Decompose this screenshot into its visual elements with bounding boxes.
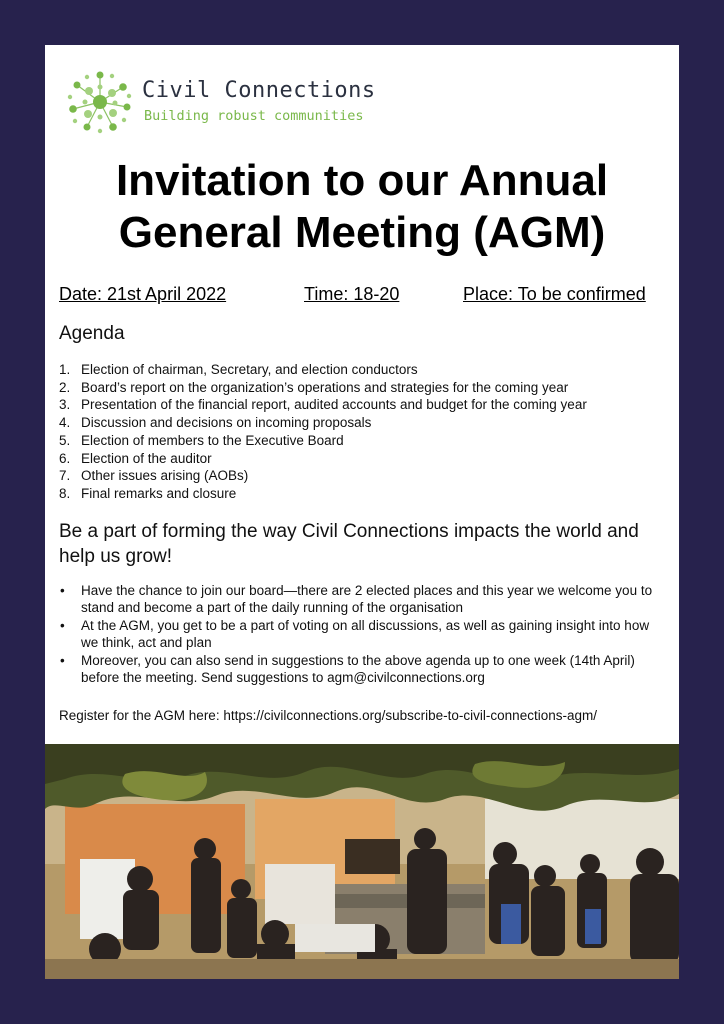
meeting-photo xyxy=(45,744,679,979)
benefits-list xyxy=(59,582,667,686)
agenda-heading: Agenda xyxy=(59,323,125,344)
agenda-item: 2. Board’s report on the organization’s operations and strategies for the coming year xyxy=(59,379,569,395)
flyer-sheet xyxy=(45,45,679,979)
agenda-item: 1. Election of chairman, Secretary, and election conductors xyxy=(59,362,418,377)
brand-tagline: Building robust communities xyxy=(144,108,364,124)
meeting-place: Place: To be confirmed xyxy=(463,284,646,304)
callout-text: Be a part of forming the way Civil Connections impacts the world and help us grow! xyxy=(59,521,639,567)
agenda-item: 3. Presentation of the financial report, audited accounts and budget for the coming year xyxy=(59,397,587,413)
agenda-item: 8. Final remarks and closure xyxy=(59,485,237,501)
civil-connections-logo xyxy=(65,67,135,137)
title-line-1: Invitation to our Annual xyxy=(115,156,609,205)
meeting-date: Date: 21st April 2022 xyxy=(59,284,227,304)
agenda-item: 7. Other issues arising (AOBs) xyxy=(59,468,249,484)
benefit-item: • Have the chance to join our board—there are 2 elected places and this year we welcome you to stand and become a part of the daily running of the organisation xyxy=(59,582,667,617)
benefit-item: • At the AGM, you get to be a part of voting on all discussions, as well as gaining insight into how we think, act and plan xyxy=(59,617,667,652)
agenda-item: 4. Discussion and decisions on incoming proposals xyxy=(59,415,372,431)
page-title xyxy=(45,155,679,259)
agenda-list xyxy=(59,361,587,503)
meeting-time: Time: 18-20 xyxy=(304,284,400,304)
agenda-item: 6. Election of the auditor xyxy=(59,450,212,466)
benefit-item: • Moreover, you can also send in suggestions to the above agenda up to one week (14th April) before the meeting. Send suggestions to agm@civilconnections.org xyxy=(59,652,667,687)
register-link-text: Register for the AGM here: https://civilconnections.org/subscribe-to-civil-connections-agm/ xyxy=(59,708,597,723)
agenda-item: 5. Election of members to the Executive Board xyxy=(59,432,344,448)
title-line-2: General Meeting (AGM) xyxy=(118,208,606,257)
brand-name: Civil Connections xyxy=(142,78,376,103)
